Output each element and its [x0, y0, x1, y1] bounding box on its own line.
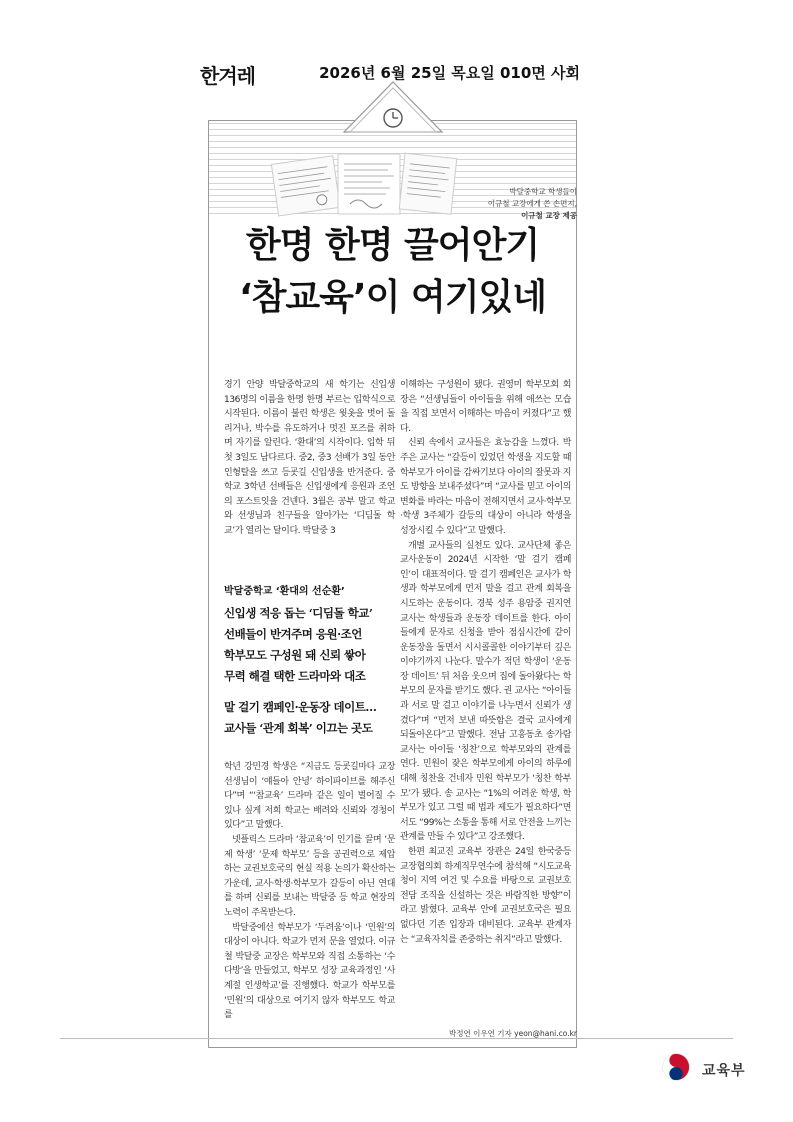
- body-paragraph: 개별 교사들의 실천도 있다. 교사단체 좋은교사운동이 2024년 시작한 ‘말 걸기 캠페인’이 대표적이다. 말 걸기 캠페인은 교사가 학생과 학부모에게 먼저 말을 걸고 관계 회복을 시도하는 운동이다. 경북 성주 용암중 권지연 교사는 학생들과 운동장 데이트를 한다. 아이들에게 문자로 신청을 받아 점심시간에 같이 운동장을 돌면서 시시콜콜한 이야기부터 깊은 이야기까지 나눈다. 말수가 적던 학생이 ‘운동장 데이트’ 뒤 처음 웃으며 집에 돌아왔다는 학부모의 문자를 받기도 했다. 권 교사는 “아이들과 서로 말 걸고 이야기를 나누면서 신뢰가 생겼다”며 “먼저 보낸 따뜻함은 결국 교사에게 되돌아온다”고 말했다. 전남 고흥동초 송가람 교사는 아이들 ‘칭찬’으로 학부모와의 관계를 연다. 민원이 잦은 학부모에게 아이의 하루에 대해 칭찬을 건네자 민원 학부모가 ‘칭찬 학부모’가 됐다. 송 교사는 “1%의 어려운 학생, 학부모가 있고 그럴 때 법과 제도가 필요하다”면서도 “99%는 소통을 통해 서로 안전을 느끼는 관계를 만들 수 있다”고 강조했다.: [400, 540, 571, 843]
- handwritten-letters-photo: [260, 148, 460, 218]
- subhead-line: 신입생 적응 돕는 ‘디딤돌 학교’: [224, 606, 373, 620]
- subhead-block: [224, 582, 396, 739]
- subhead-line: 학부모도 구성원 돼 신뢰 쌓아: [224, 648, 366, 662]
- body-left-top: [224, 378, 395, 539]
- clip-hanger-icon: [340, 74, 446, 134]
- body-paragraph: 한편 최교진 교육부 장관은 24일 한국중등교장협의회 하계직무연수에 참석해 “시도교육청이 지역 여건 및 수요를 바탕으로 교권보호 전담 조직을 신설하는 것은 바람직한 방향”이라고 밝혔다. 교육부 안에 교권보호국은 필요 없다던 기존 입장과 대비된다. 교육부 관계자는 “교육자치를 존중하는 취지”라고 말했다.: [400, 847, 571, 945]
- headline-line-2: ‘참교육’이 여기있네: [238, 277, 547, 318]
- subhead-line: 교사들 ‘관계 회복’ 이끄는 곳도: [224, 721, 373, 735]
- footer-divider: [60, 1038, 733, 1039]
- subhead-line: 선배들이 반겨주며 응원·조언: [224, 627, 362, 641]
- body-paragraph: 박달중에선 학부모가 ‘두려움’이나 ‘민원’의 대상이 아니다. 학교가 먼저 문을 열었다. 이규철 박달중 교장은 학부모와 직접 소통하는 ‘수다방’을 만들었고, 학부모 성장 교육과정인 ‘사계절 인생학교’를 진행했다. 학교가 학부모를 ‘민원’의 대상으로 여기지 않자 학부모도 학교를: [224, 922, 395, 1021]
- photo-caption: [457, 186, 577, 222]
- photo-credit: 이규철 교장 제공: [521, 211, 577, 220]
- subhead-line: 말 걸기 캠페인·운동장 데이트…: [224, 700, 377, 714]
- caption-line: 이규철 교장에게 쓴 손편지,: [487, 199, 577, 208]
- body-paragraph: 경기 안양 박달중학교의 새 학기는 신입생 136명의 이름을 한명 한명 부르는 입학식으로 시작된다. 이름이 불린 학생은 윗옷을 벗어 돌리거나, 박수를 유도하거나 멋진 포즈를 취하며 자기를 알린다. ‘환대’의 시작이다. 입학 뒤 첫 3일도 남다르다. 중2, 중3 선배가 3일 동안 인형탈을 쓰고 등굣길 신입생을 반겨준다. 중학교 3학년 선배들은 신입생에게 응원과 조언의 포스트잇을 건넨다. 3월은 공부 말고 학교와 선생님과 친구들을 알아가는 ‘디딤돌 학교’가 열리는 달이다. 박달중 3: [224, 380, 395, 536]
- body-right: [400, 378, 571, 947]
- body-paragraph: 넷플릭스 드라마 ‘참교육’이 인기를 끌며 ‘문제 학생’ ‘문제 학부모’ 등을 공권력으로 제압하는 교권보호국의 현실 적용 논의가 확산하는 가운데, 교사·학생·학부모가 갈등이 아닌 연대를 하며 신뢰를 보내는 박달중 등 학교 현장의 노력이 주목받는다.: [224, 834, 395, 918]
- caption-line: 박달중학교 학생들이: [509, 187, 577, 196]
- issue-dateline: 2026년 6월 25일 목요일 010면 사회: [319, 64, 580, 82]
- subhead-line: 무력 해결 택한 드라마와 대조: [224, 669, 366, 683]
- headline-line-1: 한명 한명 끌어안기: [245, 225, 540, 266]
- ministry-emblem-icon: [658, 1052, 694, 1082]
- ministry-name: 교육부: [702, 1063, 746, 1079]
- subhead-kicker: 박달중학교 ‘환대의 선순환’: [224, 586, 345, 597]
- body-paragraph: 이해하는 구성원이 됐다. 권영미 학부모회 회장은 “선생님들이 아이들을 위해 애쓰는 모습을 직접 보면서 이해하는 마음이 커졌다”고 했다.: [400, 380, 571, 434]
- newspaper-logo: 한겨레: [200, 64, 255, 88]
- body-paragraph: 신뢰 속에서 교사들은 효능감을 느꼈다. 박주은 교사는 “갈등이 있었던 학생을 지도할 때 학부모가 아이를 감싸기보다 아이의 잘못과 지도 방향을 보내주셨다”며 “교사를 믿고 아이의 변화를 바라는 마음이 전해지면서 교사·학부모·학생 3주체가 갈등의 대상이 아니라 학생을 성장시킬 수 있다”고 말했다.: [400, 438, 571, 536]
- reporter-byline: 박정연 이우연 기자 yeon@hani.co.kr: [449, 1029, 577, 1038]
- body-left-bottom: [224, 760, 395, 1023]
- body-paragraph: 학년 강민경 학생은 “지금도 등굣길마다 교장 선생님이 ‘얘들아 안녕’ 하이파이브를 해주신다”며 “‘참교육’ 드라마 같은 일이 벌어질 수 있나 싶게 저희 학교는 배려와 신뢰와 경청이 있다”고 말했다.: [224, 762, 395, 831]
